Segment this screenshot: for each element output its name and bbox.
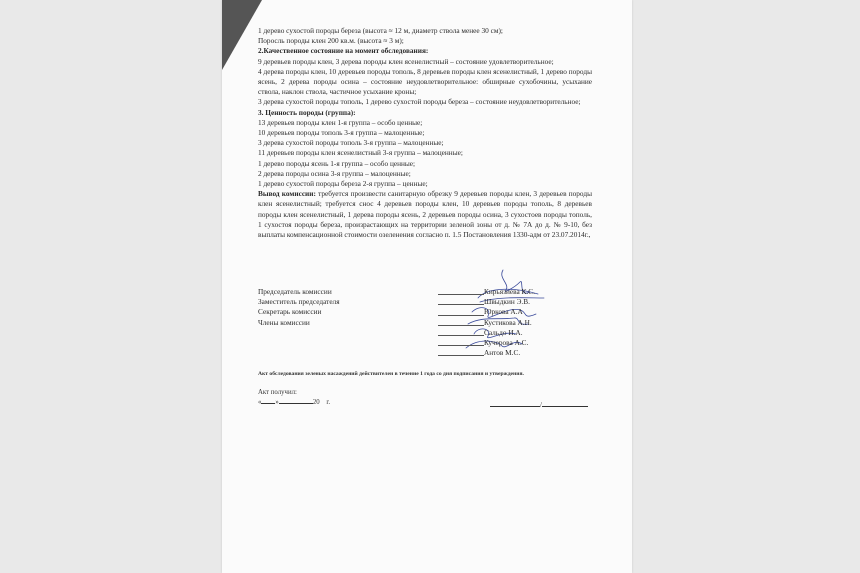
- signer-name: Сальдо И.А.: [484, 328, 535, 338]
- text-line: 2 дерева породы осина 3-я группа – малоценные;: [258, 168, 411, 178]
- role-chair: Председатель комиссии: [258, 287, 332, 296]
- signer-name: Кустикова А.Н.: [484, 318, 535, 328]
- document-page: [222, 0, 632, 573]
- section-3-title: 3. Ценность породы (группа):: [258, 107, 356, 117]
- scan-corner-shadow: [222, 0, 262, 70]
- signature-line: [490, 400, 588, 409]
- text-line: Поросль породы клен 200 кв.м. (высота ≈ 3 м);: [258, 36, 404, 46]
- commission-names: [484, 287, 535, 358]
- name-blank: [542, 400, 588, 407]
- conclusion-text: требуется произвести санитарную обрезку 9 деревьев породы клен, 3 деревьев породы клен ясенелистный; требуется снос 4 деревьев породы клен, 10 деревьев породы тополь, 8 деревьев породы клен ясенелистный, 1 дерева породы ясень, 2 деревьев породы осина, 3 сухостоев породы тополь, 1 сухостоя породы береза, произрастающих на территории зеленой зоны от д. № 7А до д. № 9-10, без выплаты компенсационной стоимости озеленения согласно п. 1.5 Постановления 1330-адм от 23.07.2014г.,: [258, 189, 592, 240]
- text-line: 1 дерево сухостой породы береза (высота ≈ 12 м, диаметр ствола менее 30 см);: [258, 26, 503, 35]
- commission-roles: [258, 287, 340, 328]
- text-line: 9 деревьев породы клен, 3 дерева породы клен ясенелистный – состояние удовлетворительное;: [258, 56, 554, 66]
- text-line: 11 деревьев породы клен ясенелистный 3-я группа – малоценные;: [258, 148, 463, 158]
- conclusion-label: Вывод комиссии:: [258, 189, 316, 199]
- signer-name: Антов М.С.: [484, 348, 535, 358]
- role-secretary: Секретарь комиссии: [258, 307, 322, 317]
- signer-name: Кучерова А.С.: [484, 338, 535, 348]
- document-body: [258, 26, 592, 240]
- signer-name: Швыдкин Э.В.: [484, 297, 535, 307]
- validity-note: Акт обследования зеленых насаждений действителен в течение 1 года со дня подписания и утверждения.: [258, 371, 524, 377]
- text-line: 3 дерева сухостой породы тополь, 1 дерево сухостой породы береза – состояние неудовлетворительное;: [258, 97, 581, 107]
- slash: /: [540, 402, 542, 409]
- text-line: 10 деревьев породы тополь 3-я группа – малоценные;: [258, 128, 425, 138]
- text-line: 3 дерева сухостой породы тополь 3-я группа – малоценные;: [258, 138, 444, 148]
- date-close-quote: »: [275, 399, 279, 406]
- role-members: Члены комиссии: [258, 317, 310, 327]
- section-2-title: 2.Качественное состояние на момент обследования:: [258, 46, 429, 56]
- signer-name: Кирьязиева К.С.: [484, 287, 535, 296]
- signer-name: Юркова А.А: [484, 307, 535, 317]
- year-suffix: г.: [326, 399, 331, 406]
- text-line: 4 дерева породы клен, 10 деревьев породы тополь, 8 деревьев породы клен ясенелистный, 1 дерево породы ясень, 2 дерева породы осина – состояние неудовлетворительное: обширные сухобочины, усыхание ствола, наклон ствола, частичное усыхание кроны;: [258, 66, 592, 97]
- signature-blank: [490, 400, 540, 407]
- conclusion: [258, 189, 592, 240]
- text-line: 13 деревьев породы клен 1-я группа – особо ценные;: [258, 117, 423, 127]
- text-line: 1 дерево сухостой породы береза 2-я группа – ценные;: [258, 179, 428, 189]
- day-blank: [261, 397, 275, 404]
- text-line: 1 дерево породы ясень 1-я группа – особо ценные;: [258, 158, 416, 168]
- month-blank: [279, 397, 313, 404]
- role-deputy: Заместитель председателя: [258, 297, 340, 307]
- received-label: Акт получил:: [258, 389, 297, 396]
- year-prefix: 20: [312, 399, 320, 406]
- date-open-quote: «: [258, 399, 262, 406]
